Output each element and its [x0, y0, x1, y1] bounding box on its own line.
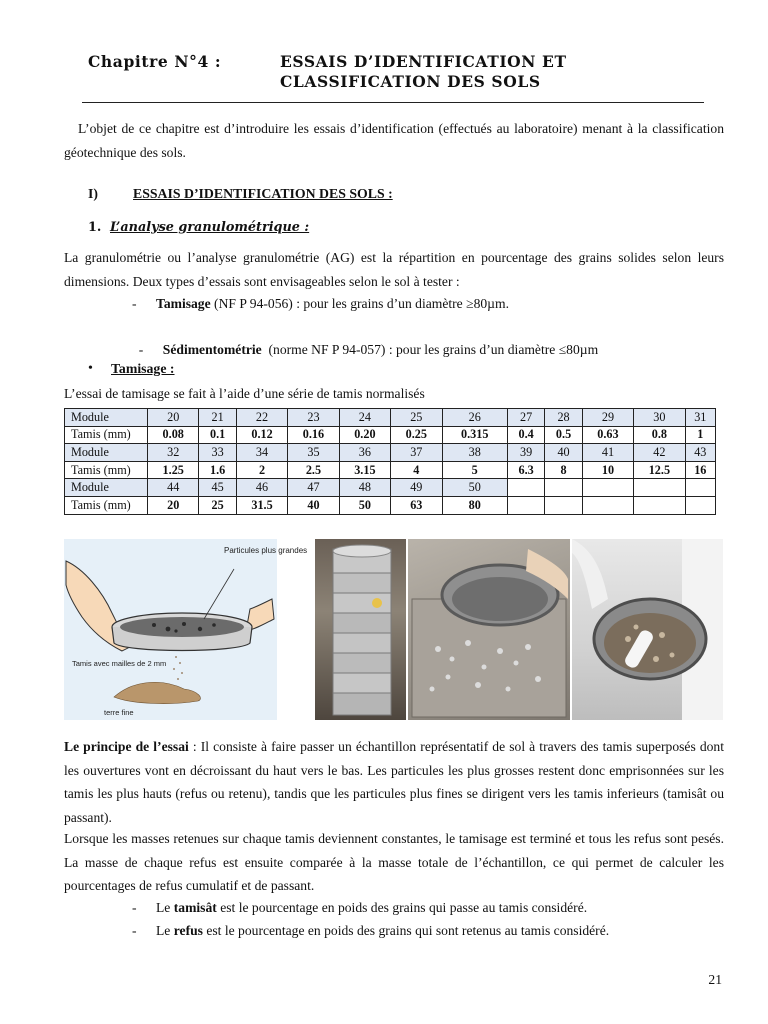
test-type-name: Tamisage	[156, 296, 211, 311]
section-number: I)	[88, 186, 98, 201]
tamis-cell: 31.5	[236, 496, 287, 514]
empty-cell	[685, 479, 715, 497]
empty-cell	[582, 479, 633, 497]
tamis-cell: 0.63	[582, 426, 633, 444]
test-type-sedimentometrie	[132, 315, 598, 361]
module-cell: 44	[148, 479, 199, 497]
module-cell: 33	[199, 444, 236, 462]
fine-soil-heap	[114, 682, 200, 703]
empty-cell	[634, 496, 685, 514]
row-label: Tamis (mm)	[65, 426, 148, 444]
tamis-cell: 0.4	[507, 426, 544, 444]
bullet-icon: •	[88, 361, 93, 376]
principle2-paragraph: Lorsque les masses retenues sur chaque tamis deviennent constantes, le tamisage est terminé et tous les refus sont pesés. La masse de chaque refus est ensuite comparée à la masse totale de l’échantillon, ce qui permet de calculer les pourcentages de refus cumulatif et de passant.	[64, 831, 724, 893]
table-row-tamis	[65, 461, 716, 479]
tamis-cell: 0.5	[545, 426, 582, 444]
tamis-cell: 25	[199, 496, 236, 514]
chapter-title	[280, 52, 567, 92]
sieve-tag	[372, 598, 382, 608]
table-row-module	[65, 409, 716, 427]
test-type-desc: (norme NF P 94-057) : pour les grains d’un diamètre ≤80µm	[261, 342, 599, 357]
tamis-cell: 1	[685, 426, 715, 444]
tamis-cell: 50	[339, 496, 390, 514]
definition-refus	[132, 919, 609, 942]
label-sieve: Tamis avec mailles de 2 mm	[72, 659, 167, 668]
title-divider	[82, 102, 704, 103]
tamis-cell: 0.315	[442, 426, 507, 444]
empty-cell	[685, 496, 715, 514]
list-dash: -	[132, 900, 137, 915]
empty-cell	[545, 479, 582, 497]
section-title: ESSAIS D’IDENTIFICATION DES SOLS :	[133, 186, 393, 201]
intro-paragraph: L’objet de ce chapitre est d’introduire les essais d’identification (effectués au laboratoire) menant à la classification géotechnique des sols.	[64, 121, 724, 160]
module-cell: 47	[288, 479, 339, 497]
sieve-gravel-photo	[408, 539, 570, 720]
module-cell: 39	[507, 444, 544, 462]
module-cell: 43	[685, 444, 715, 462]
table-row-module	[65, 479, 716, 497]
module-cell: 48	[339, 479, 390, 497]
tamis-cell: 0.16	[288, 426, 339, 444]
tamis-cell: 8	[545, 461, 582, 479]
list-dash: -	[132, 923, 137, 938]
definition-tamisat	[132, 896, 587, 919]
sieve-table	[64, 408, 716, 515]
tamis-cell: 40	[288, 496, 339, 514]
test-type-name: Sédimentométrie	[162, 342, 262, 357]
tamisage-intro: L’essai de tamisage se fait à l’aide d’une série de tamis normalisés	[64, 386, 425, 401]
tamisage-title: Tamisage :	[111, 361, 175, 376]
principle-paragraph	[64, 735, 724, 829]
sieve-gravel-drawing	[408, 539, 570, 720]
empty-cell	[545, 496, 582, 514]
row-label: Module	[65, 409, 148, 427]
module-cell: 24	[339, 409, 390, 427]
chapter-title-line1: ESSAIS D’IDENTIFICATION ET	[280, 52, 567, 71]
definition-text: est le pourcentage en poids des grains qui passe au tamis considéré.	[216, 900, 588, 915]
module-cell: 38	[442, 444, 507, 462]
tamis-cell: 63	[391, 496, 442, 514]
subsection-title: L’analyse granulométrique :	[110, 220, 310, 235]
tamis-cell: 6.3	[507, 461, 544, 479]
module-cell: 41	[582, 444, 633, 462]
table-row-tamis	[65, 426, 716, 444]
module-cell: 40	[545, 444, 582, 462]
row-label: Tamis (mm)	[65, 461, 148, 479]
empty-cell	[507, 496, 544, 514]
table-row-module	[65, 444, 716, 462]
definition-term: refus	[173, 923, 203, 938]
definition-term: tamisât	[173, 900, 217, 915]
module-cell: 37	[391, 444, 442, 462]
sieving-illustration	[64, 539, 308, 720]
page-number: 21	[708, 972, 722, 987]
principle-title: Le principe de l’essai	[64, 739, 189, 754]
definition-pre: Le	[156, 900, 174, 915]
module-cell: 36	[339, 444, 390, 462]
tamis-cell: 80	[442, 496, 507, 514]
label-fine-soil: terre fine	[104, 708, 134, 717]
tamis-cell: 2	[236, 461, 287, 479]
sieve-washing-drawing	[572, 539, 723, 720]
module-cell: 26	[442, 409, 507, 427]
test-type-tamisage	[132, 292, 509, 315]
tamis-cell: 0.08	[148, 426, 199, 444]
module-cell: 50	[442, 479, 507, 497]
module-cell: 30	[634, 409, 685, 427]
module-cell: 46	[236, 479, 287, 497]
module-cell: 42	[634, 444, 685, 462]
tamis-cell: 0.20	[339, 426, 390, 444]
sieve-drawing	[64, 539, 308, 720]
tamis-cell: 2.5	[288, 461, 339, 479]
definition-text: est le pourcentage en poids des grains qui sont retenus au tamis considéré.	[202, 923, 610, 938]
tamis-cell: 16	[685, 461, 715, 479]
sieve-washing-photo	[572, 539, 723, 720]
empty-cell	[507, 479, 544, 497]
tamis-cell: 0.12	[236, 426, 287, 444]
module-cell: 49	[391, 479, 442, 497]
chapter-title-line2: CLASSIFICATION DES SOLS	[280, 72, 541, 91]
module-cell: 29	[582, 409, 633, 427]
tamis-cell: 0.25	[391, 426, 442, 444]
tamis-cell: 3.15	[339, 461, 390, 479]
module-cell: 25	[391, 409, 442, 427]
tamis-cell: 0.1	[199, 426, 236, 444]
tamis-cell: 12.5	[634, 461, 685, 479]
empty-cell	[582, 496, 633, 514]
tamis-cell: 0.8	[634, 426, 685, 444]
chapter-label: Chapitre N°4 :	[88, 52, 222, 71]
pointer-line	[204, 569, 234, 619]
label-particles: Particules plus grandes	[224, 546, 308, 555]
module-cell: 21	[199, 409, 236, 427]
tamis-cell: 1.6	[199, 461, 236, 479]
tamis-cell: 1.25	[148, 461, 199, 479]
module-cell: 31	[685, 409, 715, 427]
module-cell: 27	[507, 409, 544, 427]
principle-text: : Il consiste à faire passer un échantillon représentatif de sol à travers des tamis superposés dont les ouvertures vont en décroissant du haut vers le bas. Les particules les plus grosses restent donc emprisonnées sur les tamis les plus hauts (refus ou retenu), tandis que les particules plus fines se dirigent vers les tamis inferieurs (tamisât ou passant).	[64, 739, 725, 825]
row-label: Module	[65, 444, 148, 462]
module-cell: 34	[236, 444, 287, 462]
row-label: Module	[65, 479, 148, 497]
arm-shape	[572, 539, 608, 609]
sieve-stack-photo	[315, 539, 406, 720]
row-label: Tamis (mm)	[65, 496, 148, 514]
subsection-number: 1.	[88, 220, 102, 235]
definition-pre: Le	[156, 923, 174, 938]
test-type-desc: (NF P 94-056) : pour les grains d’un diamètre ≥80µm.	[210, 296, 509, 311]
tamis-cell: 5	[442, 461, 507, 479]
tamis-cell: 10	[582, 461, 633, 479]
tamis-cell: 20	[148, 496, 199, 514]
module-cell: 32	[148, 444, 199, 462]
empty-cell	[634, 479, 685, 497]
module-cell: 20	[148, 409, 199, 427]
list-dash: -	[138, 342, 144, 357]
tamis-cell: 4	[391, 461, 442, 479]
list-dash: -	[132, 296, 137, 311]
module-cell: 28	[545, 409, 582, 427]
ag-paragraph: La granulométrie ou l’analyse granulométrie (AG) est la répartition en pourcentage des grains solides selon leurs dimensions. Deux types d’essais sont envisageables selon le sol à tester :	[64, 250, 724, 289]
module-cell: 45	[199, 479, 236, 497]
module-cell: 23	[288, 409, 339, 427]
module-cell: 22	[236, 409, 287, 427]
module-cell: 35	[288, 444, 339, 462]
table-row-tamis	[65, 496, 716, 514]
sieve-stack-drawing	[315, 539, 406, 720]
